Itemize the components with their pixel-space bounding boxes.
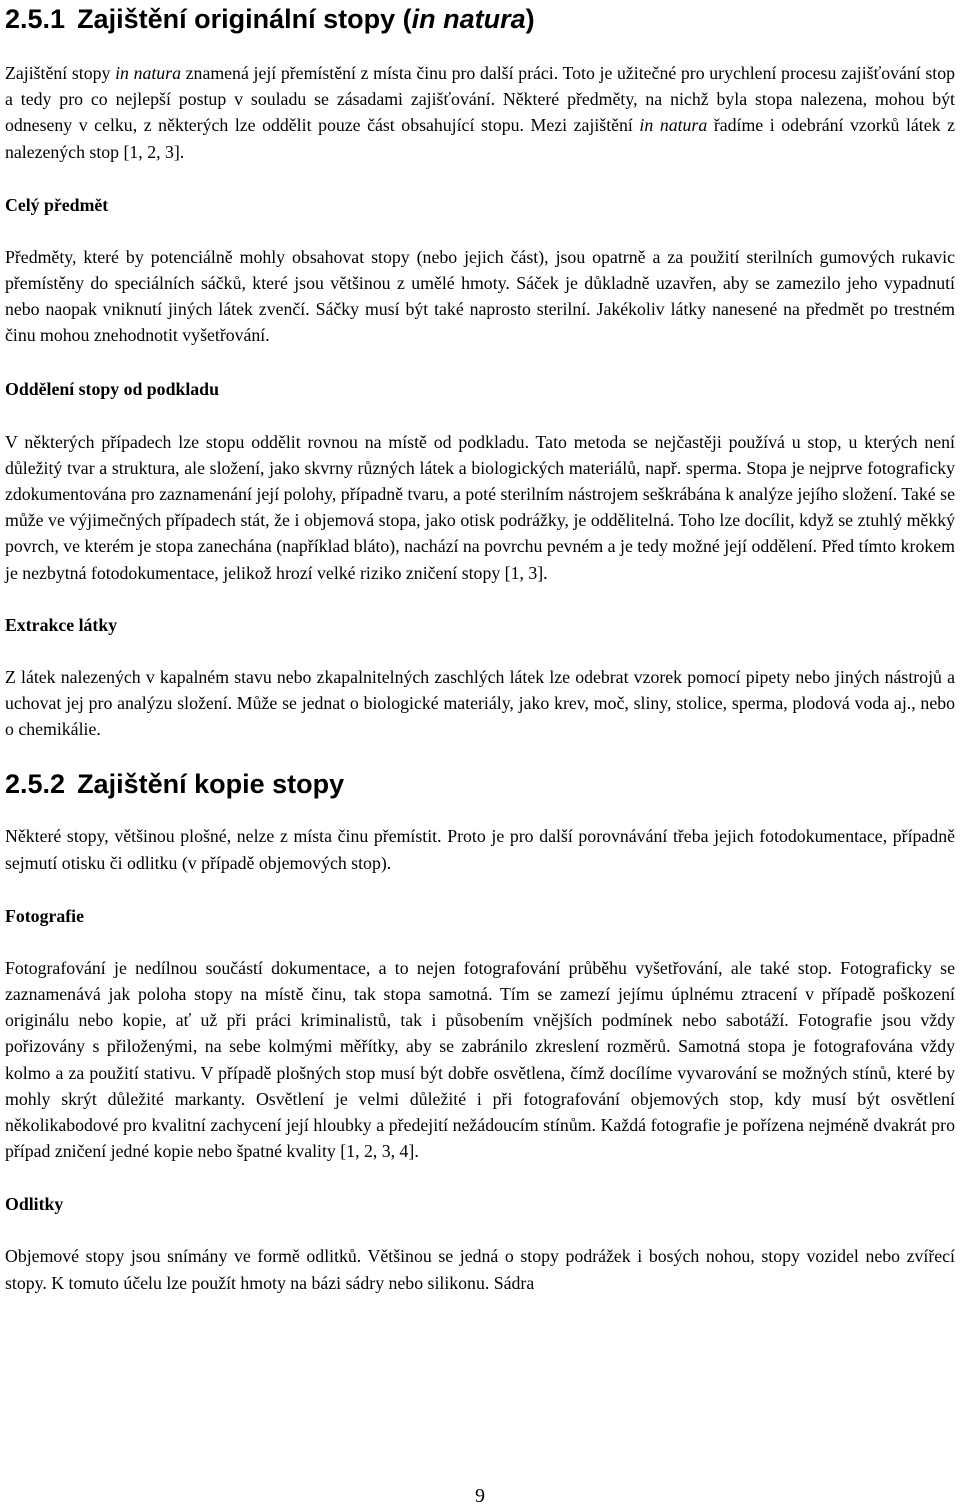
paragraph-fotografie: Fotografování je nedílnou součástí dokumentace, a to nejen fotografování průběhu vyšetřování, ale také stop. Fotograficky se zaznamenává jak poloha stopy na místě činu, tak stopa samotná. Tím se zamezí jejímu úplnému ztracení v případě poškození originálu nebo kopie, ať už při práci kriminalistů, tak i působením vnějších podmínek nebo sabotáží. Fotografie jsou vždy pořizovány s přiloženými, na sebe kolmými měřítky, aby se zabránilo zkreslení rozměrů. Samotná stopa je fotografována vždy kolmo a za použití stativu. V případě plošných stop musí být dobře osvětlena, čímž docílíme vyvarování se možných stínů, které by mohly skrýt důležité markanty. Osvětlení je velmi důležité i při fotografování objemových stop, kdy musí být osvětlení několikabodové pro kvalitní zachycení její hloubky a předejití nežádoucím stínům. Každá fotografie je pořízena nejméně dvakrát pro případ zničení jedné kopie nebo špatné kvality [1, 2, 3, 4].	[5, 957, 955, 1162]
paragraph-oddeleni-stopy: V některých případech lze stopu oddělit rovnou na místě od podkladu. Tato metoda se nejčastěji používá u stop, u kterých není důležitý tvar a struktura, ale složení, jako skvrny různých látek a biologických materiálů, např. sperma. Stopa je nejprve fotograficky zdokumentována pro zaznamenání její polohy, případně tvaru, a poté sterilním nástrojem seškrábána k analýze jejího složení. Také se může ve výjimečných případech stát, že i objemová stopa, jako otisk podrážky, je oddělitelná. Toho lze docílit, když se ztuhlý měkký povrch, ve kterém je stopa zanechána (například bláto), nachází na povrchu pevném a je tedy možné její oddělení. Před tímto krokem je nezbytná fotodokumentace, jelikož hrozí velké riziko zničení stopy [1, 3].	[5, 431, 955, 583]
section-number: 2.5.2	[5, 769, 66, 800]
section-heading-2-5-2	[5, 768, 955, 800]
paragraph-in-natura	[5, 60, 955, 165]
paragraph-cely-predmet: Předměty, které by potenciálně mohly obsahovat stopy (nebo jejich část), jsou opatrně a za použití sterilních gumových rukavic přemístěny do speciálních sáčků, které jsou většinou z umělé hmoty. Sáček je důkladně uzavřen, aby se zamezilo jeho vypadnutí nebo naopak vniknutí jiných látek zvenčí. Sáčky musí být také naprosto sterilní. Jakékoliv látky nanesené na předmět po trestném činu mohou znehodnotit vyšetřování.	[5, 246, 955, 346]
section-title-part: )	[525, 4, 535, 34]
paragraph-odlitky: Objemové stopy jsou snímány ve formě odlitků. Většinou se jedná o stopy podrážek i bosých nohou, stopy vozidel nebo zvířecí stopy. K tomuto účelu lze použít hmoty na bázi sádry nebo silikonu. Sádra	[5, 1246, 955, 1293]
text-run: Zajištění stopy	[5, 63, 116, 83]
section-title-part: Zajištění originální stopy (	[77, 4, 412, 34]
section-title: Zajištění kopie stopy	[77, 769, 345, 800]
subheading-odlitky: Odlitky	[5, 1194, 64, 1215]
section-number: 2.5.1	[5, 4, 66, 34]
section-heading-2-5-1	[5, 3, 955, 35]
subheading-fotografie: Fotografie	[5, 905, 84, 926]
paragraph-kopie-stopy: Některé stopy, většinou plošné, nelze z místa činu přemístit. Proto je pro další porovnávání třeba jejich fotodokumentace, případně sejmutí otisku či odlitku (v případě objemových stop).	[5, 826, 955, 873]
subheading-extrakce-latky: Extrakce látky	[5, 614, 118, 635]
document-page	[5, 0, 955, 1296]
text-run: znamená její přemístění z místa činu pro další práci. Toto je užitečné pro urychlení procesu zajišťování stop a tedy pro co nejlepší postup v souladu se zásadami zajišťování. Některé předměty, na nichž byla stopa nalezena, mohou být odneseny v celku, z některých lze oddělit pouze část obsahující stopu. Mezi zajištění	[5, 63, 956, 136]
italic-run: in natura	[115, 63, 181, 83]
subheading-oddeleni-stopy: Oddělení stopy od podkladu	[5, 378, 219, 399]
subheading-cely-predmet: Celý předmět	[5, 194, 109, 215]
paragraph-extrakce-latky: Z látek nalezených v kapalném stavu nebo zkapalnitelných zaschlých látek lze odebrat vzorek pomocí pipety nebo jiných nástrojů a uchovat jej pro analýzu složení. Může se jednat o biologické materiály, jako krev, moč, sliny, stolice, sperma, plodová voda aj., nebo o chemikálie.	[5, 666, 955, 740]
text-run: řadíme i odebrání vzorků látek z nalezených stop [1, 2, 3].	[5, 115, 955, 162]
section-title-italic: in natura	[411, 4, 526, 34]
italic-run: in natura	[639, 115, 708, 136]
page-number: 9	[475, 1485, 485, 1507]
